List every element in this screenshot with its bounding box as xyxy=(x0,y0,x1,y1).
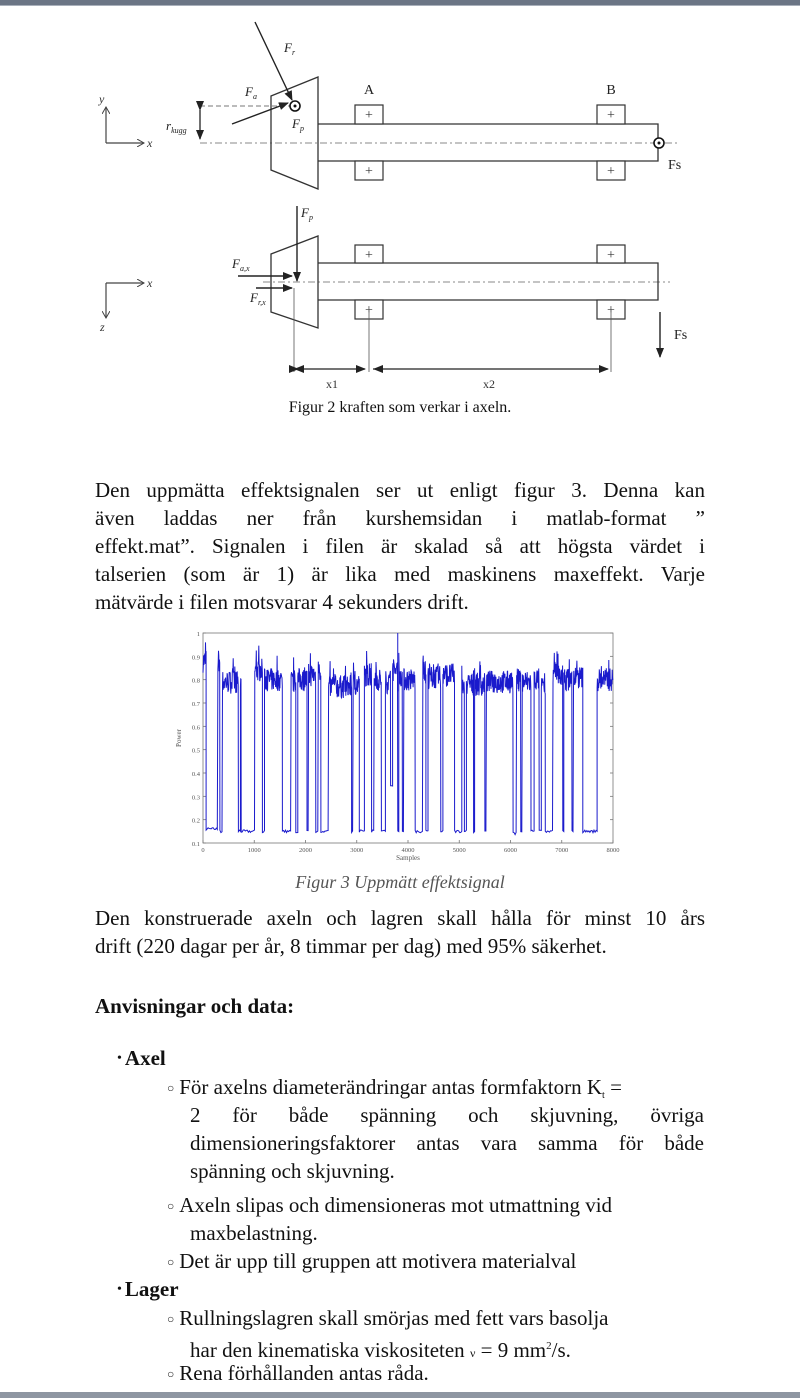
item-text: = xyxy=(604,1075,622,1099)
bearing-symbol: + xyxy=(365,303,373,318)
y-tick-label: 0.5 xyxy=(191,747,200,755)
list-item-title: Axel xyxy=(124,1046,166,1070)
item-text: Axeln slipas och dimensioneras mot utmattning vid xyxy=(179,1193,613,1217)
bearing-A-label: A xyxy=(363,83,375,98)
x2-start-arrowhead xyxy=(373,365,383,373)
bearing-symbol: + xyxy=(365,248,373,263)
x2-label: x2 xyxy=(483,377,495,391)
x-tick-label: 8000 xyxy=(606,847,620,854)
x-axis-label-2: x xyxy=(147,276,153,290)
paragraph-line: Den uppmätta effektsignalen ser ut enligt figur 3. Denna kan xyxy=(95,478,705,502)
x1-label: x1 xyxy=(326,377,338,391)
section-heading: Anvisningar och data: xyxy=(95,994,295,1018)
x-tick-label: 5000 xyxy=(452,847,466,854)
Frx-label: $F_{r,x}$ xyxy=(250,290,266,307)
x-axis-title: Samples xyxy=(396,854,420,862)
bearing-symbol: + xyxy=(607,108,615,123)
sublist-item xyxy=(167,1359,704,1387)
item-text: För axelns diameterändringar antas formfaktorn K xyxy=(179,1075,603,1099)
paragraph-durability-requirement xyxy=(95,904,705,960)
bearing-symbol: + xyxy=(365,108,373,123)
item-text: Rena förhållanden antas råda. xyxy=(179,1361,429,1385)
nu-symbol: ν xyxy=(469,1346,476,1360)
bearing-symbol: + xyxy=(607,303,615,318)
Fs-dot-icon xyxy=(658,142,661,145)
rkugg-label: $r_{kugg}$ xyxy=(166,118,187,135)
y-tick-label: 0.7 xyxy=(191,701,200,708)
Fs-bottom-label: Fs xyxy=(674,328,688,343)
x-tick-label: 7000 xyxy=(555,847,569,854)
paragraph-line: talserien (som är 1) är lika med maskinens maxeffekt. Varje xyxy=(95,562,705,586)
y-tick-label: 0.8 xyxy=(191,677,200,685)
item-text: Det är upp till gruppen att motivera materialval xyxy=(179,1249,577,1273)
Fp-dot-icon xyxy=(294,105,297,108)
bullet-circle-icon: ○ xyxy=(167,1255,175,1269)
list-item-axel xyxy=(117,1046,166,1071)
Fr-arrow xyxy=(255,22,292,100)
figure-3-caption: Figur 3 Uppmätt effektsignal xyxy=(295,872,505,892)
sublist-item xyxy=(167,1073,704,1185)
figure-3-power-chart xyxy=(0,625,800,875)
y-tick-label: 0.6 xyxy=(191,724,200,732)
list-item-title: Lager xyxy=(124,1277,179,1301)
figure-2-caption: Figur 2 kraften som verkar i axeln. xyxy=(288,399,512,416)
item-text: har den kinematiska viskositeten xyxy=(190,1338,470,1362)
Fr-label: $F_r$ xyxy=(284,40,296,57)
x-tick-label: 4000 xyxy=(401,847,415,854)
bearing-symbol: + xyxy=(607,164,615,179)
paragraph-signal-description xyxy=(95,476,705,616)
bearing-B-label: B xyxy=(606,83,616,98)
Fa-label: $F_a$ xyxy=(245,84,257,101)
bullet-circle-icon: ○ xyxy=(167,1367,175,1381)
x-tick-label: 3000 xyxy=(350,847,364,854)
bullet-circle-icon: ○ xyxy=(167,1081,175,1095)
Fp-label: $F_p$ xyxy=(292,116,304,133)
x-tick-label: 1000 xyxy=(247,847,261,854)
paragraph-line: effekt.mat”. Signalen i filen är skalad så att högsta värdet i xyxy=(95,534,705,558)
y-tick-label: 0.2 xyxy=(191,817,200,825)
y-axis-title: Power xyxy=(175,729,183,747)
gear-top-view xyxy=(271,77,318,189)
y-tick-label: 1 xyxy=(196,631,200,638)
Fs-top-label: Fs xyxy=(668,158,682,173)
item-text: maxbelastning. xyxy=(190,1221,318,1245)
paragraph-line: mätvärde i filen motsvarar 4 sekunders drift. xyxy=(95,590,469,614)
figure-2-diagram xyxy=(0,0,800,400)
y-axis-label: y xyxy=(99,92,105,106)
sublist-item xyxy=(167,1247,704,1275)
subscript-t: t xyxy=(602,1090,605,1101)
paragraph-line: drift (220 dagar per år, 8 timmar per dag) med 95% säkerhet. xyxy=(95,934,607,958)
sublist-item xyxy=(167,1304,704,1360)
bullet-dot-icon: • xyxy=(117,1051,122,1066)
x-tick-label: 0 xyxy=(201,847,205,854)
xz-axes xyxy=(106,283,144,318)
bearing-symbol: + xyxy=(607,248,615,263)
item-text: spänning och skjuvning. xyxy=(190,1159,395,1183)
x-axis-label: x xyxy=(147,136,153,150)
sublist-item xyxy=(167,1191,704,1247)
paragraph-line: Den konstruerade axeln och lagren skall hålla för minst 10 års xyxy=(95,906,705,930)
superscript-2: 2 xyxy=(546,1340,552,1352)
x1-start-arrowhead xyxy=(294,365,304,373)
x-tick-label: 6000 xyxy=(504,847,517,854)
item-text: /s. xyxy=(551,1338,571,1362)
viewer-bottom-bar xyxy=(0,1392,800,1398)
y-tick-label: 0.4 xyxy=(191,771,200,778)
z-axis-label: z xyxy=(100,320,105,334)
item-text: 2 för både spänning och skjuvning, övriga xyxy=(190,1103,704,1127)
xy-axes xyxy=(106,107,144,143)
paragraph-line: även laddas ner från kurshemsidan i matlab-format ” xyxy=(95,506,705,530)
bullet-dot-icon: • xyxy=(117,1282,122,1297)
y-tick-label: 0.3 xyxy=(191,794,200,802)
item-text: Rullningslagren skall smörjas med fett vars basolja xyxy=(179,1306,609,1330)
y-tick-label: 0.1 xyxy=(191,841,200,848)
bullet-circle-icon: ○ xyxy=(167,1199,175,1213)
item-text: dimensioneringsfaktorer antas vara samma för både xyxy=(190,1131,704,1155)
bearing-symbol: + xyxy=(365,164,373,179)
item-text: = 9 mm xyxy=(475,1338,547,1362)
x-tick-label: 2000 xyxy=(299,847,312,854)
y-tick-label: 0.9 xyxy=(191,654,200,662)
Fp-side-label: $F_p$ xyxy=(301,205,313,222)
bullet-circle-icon: ○ xyxy=(167,1312,175,1326)
Fax-label: $F_{a,x}$ xyxy=(232,256,250,273)
list-item-lager xyxy=(117,1277,179,1302)
